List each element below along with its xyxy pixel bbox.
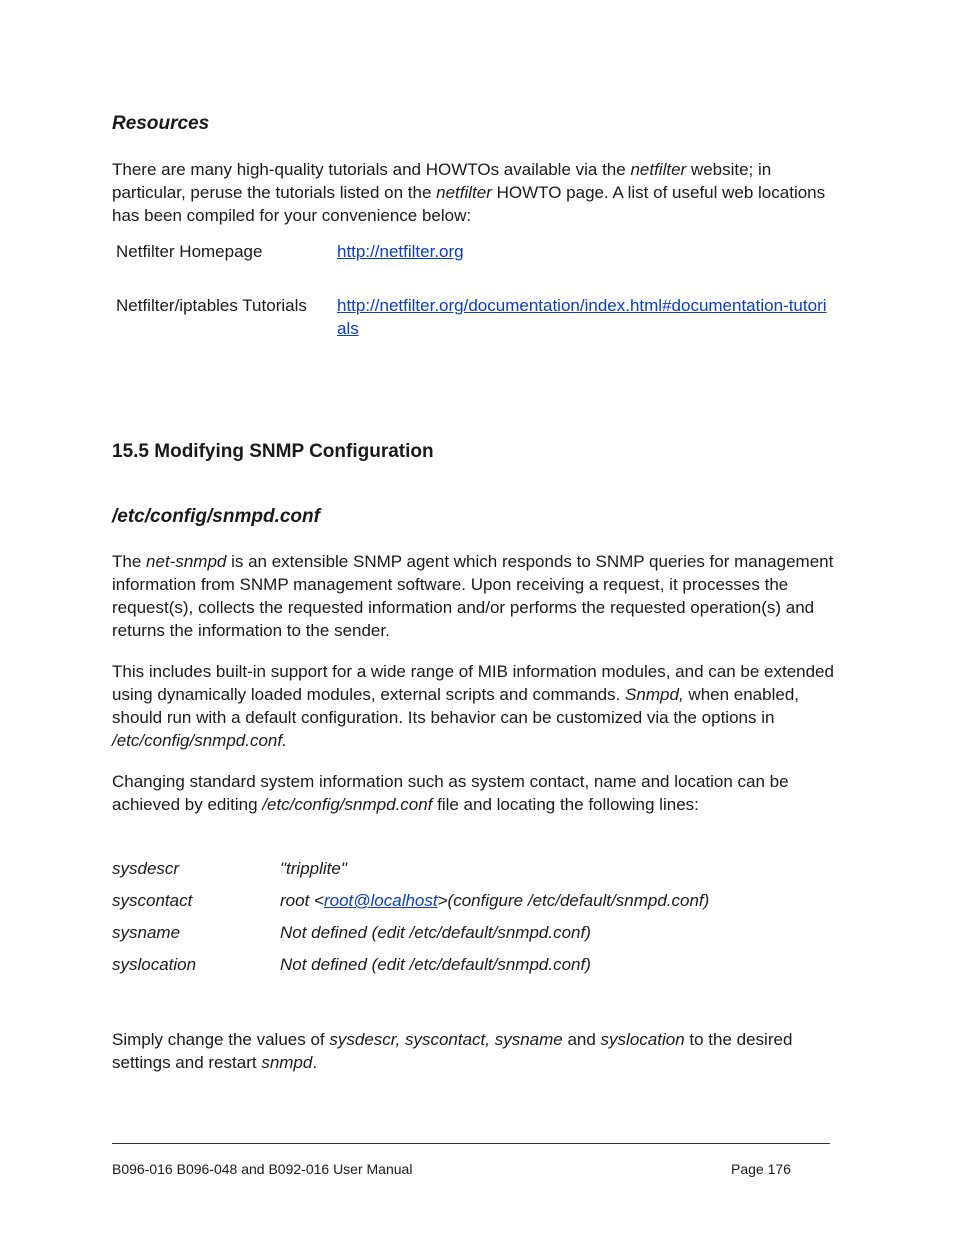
email-link[interactable]: root@localhost <box>323 891 438 910</box>
resources-intro <box>112 158 847 227</box>
config-value-suffix: >(configure /etc/default/snmpd.conf) <box>437 891 710 910</box>
config-value: Not defined (edit /etc/default/snmpd.conf) <box>280 955 591 974</box>
p3-emphasis-path: /etc/config/snmpd.conf <box>262 795 433 814</box>
snmp-paragraph-2 <box>112 660 847 752</box>
intro-text-a: There are many high-quality tutorials and HOWTOs available via the <box>112 160 631 179</box>
resource-label: Netfilter/iptables Tutorials <box>116 296 307 315</box>
p2-emphasis-snmpd: Snmpd, <box>625 685 684 704</box>
snmp-paragraph-3 <box>112 770 847 816</box>
p3-text-b: file and locating the following lines: <box>432 795 699 814</box>
section-title: 15.5 Modifying SNMP Configuration <box>112 441 434 462</box>
footer-divider <box>112 1143 830 1144</box>
config-value: Not defined (edit /etc/default/snmpd.conf) <box>280 923 591 942</box>
p4-emphasis-syslocation: syslocation <box>600 1030 685 1049</box>
intro-emphasis-netfilter: netfilter <box>630 160 687 179</box>
p4-text-c: to the desired settings and restart <box>112 1030 793 1072</box>
intro-text-c: HOWTO page. A list of useful web locations has been compiled for your convenience below: <box>112 183 826 225</box>
config-value: "tripplite" <box>280 859 347 878</box>
config-key: sysname <box>112 923 181 942</box>
intro-emphasis-netfilter-2: netfilter <box>436 183 492 202</box>
p4-text-a: Simply change the values of <box>112 1030 330 1049</box>
p1-text-a: The <box>112 552 147 571</box>
config-key: sysdescr <box>112 859 180 878</box>
config-value-prefix: root < <box>280 891 324 910</box>
config-key: syslocation <box>112 955 197 974</box>
p4-emphasis-keys: sysdescr, syscontact, sysname <box>329 1030 563 1049</box>
p3-text-a: Changing standard system information such as system contact, name and location can be achieved by editing <box>112 772 789 814</box>
config-value <box>280 890 709 912</box>
resources-heading: Resources <box>112 113 210 134</box>
p4-text-b: and <box>562 1030 601 1049</box>
p2-text-a: This includes built-in support for a wide range of MIB information modules, and can be extended using dynamically loaded modules, external scripts and commands. <box>112 662 834 704</box>
resource-link-tutorials[interactable]: http://netfilter.org/documentation/index.html#documentation-tutorials <box>337 296 827 338</box>
p1-text-b: is an extensible SNMP agent which responds to SNMP queries for management information from SNMP management software. Upon receiving a request, it processes the request(s), collects the requested information and/or performs the requested operation(s) and returns the information to the sender. <box>112 552 834 640</box>
footer-manual-title: B096-016 B096-048 and B092-016 User Manual <box>112 1161 413 1177</box>
intro-text-b: website; in particular, peruse the tutorials listed on the <box>112 160 772 202</box>
section-subtitle: /etc/config/snmpd.conf <box>112 506 320 527</box>
p4-text-d: . <box>312 1053 318 1072</box>
p1-emphasis: net-snmpd <box>146 552 227 571</box>
config-key: syscontact <box>112 891 193 910</box>
p2-text-b: when enabled, should run with a default configuration. Its behavior can be customized via the options in <box>112 685 800 727</box>
footer-page-number: Page 176 <box>731 1161 791 1177</box>
p4-emphasis-snmpd: snmpd <box>261 1053 313 1072</box>
resource-label: Netfilter Homepage <box>116 242 263 261</box>
resource-link-homepage[interactable]: http://netfilter.org <box>337 242 464 261</box>
p2-emphasis-path: /etc/config/snmpd.conf. <box>112 731 287 750</box>
snmp-paragraph-1 <box>112 550 847 642</box>
snmp-paragraph-4 <box>112 1028 847 1074</box>
